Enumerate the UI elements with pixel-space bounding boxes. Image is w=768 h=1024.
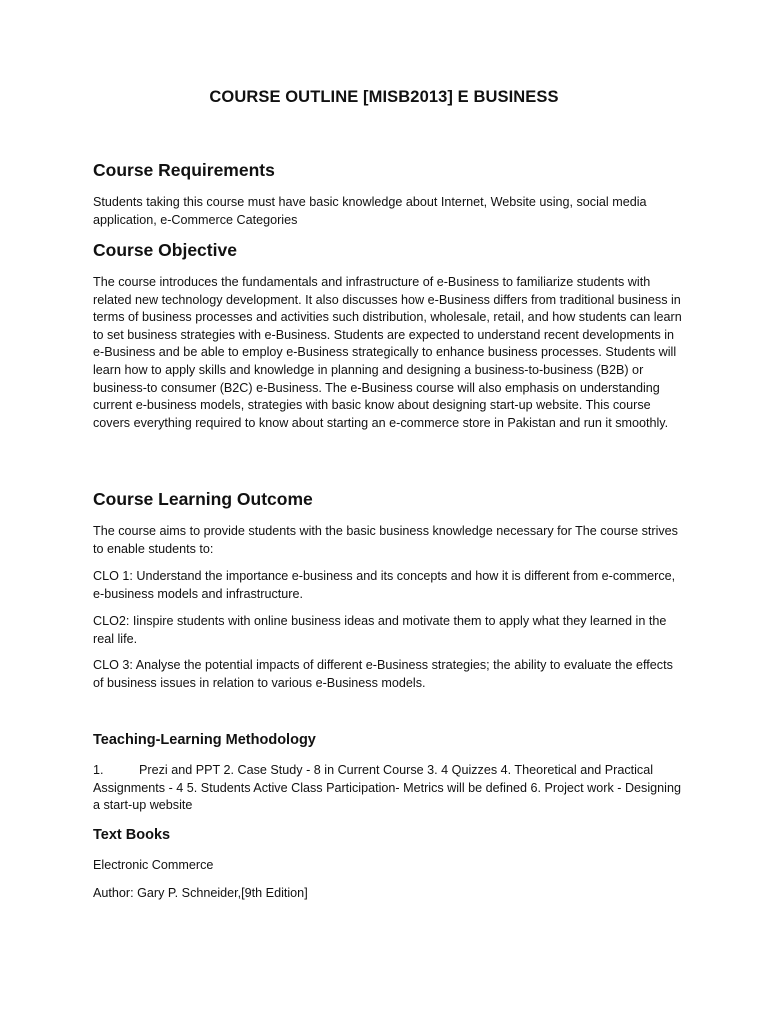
text-book-author: Author: Gary P. Schneider,[9th Edition] [93, 886, 308, 900]
document-title: COURSE OUTLINE [MISB2013] E BUSINESS [209, 88, 559, 106]
course-learning-outcome-heading: Course Learning Outcome [93, 489, 313, 509]
course-requirements-text: Students taking this course must have basic knowledge about Internet, Website using, social media application, e-Commerce Categories [93, 195, 647, 227]
clo-2-text: CLO2: Iinspire students with online business ideas and motivate them to apply what they learned in the real life. [93, 614, 667, 646]
clo-1-text: CLO 1: Understand the importance e-business and its concepts and how it is different from e-commerce, e-business models and infrastructure. [93, 569, 676, 601]
clo-3-text: CLO 3: Analyse the potential impacts of different e-Business strategies; the ability to evaluate the effects of business issues in relation to various e-Business models. [93, 658, 673, 690]
course-requirements-heading: Course Requirements [93, 160, 275, 180]
course-objective-heading: Course Objective [93, 240, 237, 260]
text-books-heading: Text Books [93, 827, 171, 843]
teaching-methodology-text [93, 762, 683, 815]
text-book-title: Electronic Commerce [93, 858, 214, 872]
course-learning-outcome-intro: The course aims to provide students with the basic business knowledge necessary for The course strives to enable students to: [93, 524, 678, 556]
course-objective-text: The course introduces the fundamentals and infrastructure of e-Business to familiarize students with related new technology development. It also discusses how e-Business differs from traditional business in terms of business processes and activities such distribution, wholesale, retail, and how students can learn to set business strategies with e-Business. Students are expected to understand recent developments in e-Business and be able to employ e-Business strategically to enhance business processes. Students will learn how to apply skills and knowledge in planning and designing a business-to-business (B2B) or business-to consumer (B2C) e-Business. The e-Business course will also emphasis on understanding current e-business models, strategies with basic know about designing start-up website. This course covers everything required to know about starting an e-commerce store in Pakistan and run it smoothly. [93, 275, 682, 430]
methodology-list-text: Prezi and PPT 2. Case Study - 8 in Current Course 3. 4 Quizzes 4. Theoretical and Practical Assignments - 4 5. Students Active Class Participation- Metrics will be defined 6. Project work - Designing a start-up website [93, 763, 681, 813]
teaching-methodology-heading: Teaching-Learning Methodology [93, 732, 316, 748]
methodology-list-number: 1. [93, 763, 104, 777]
